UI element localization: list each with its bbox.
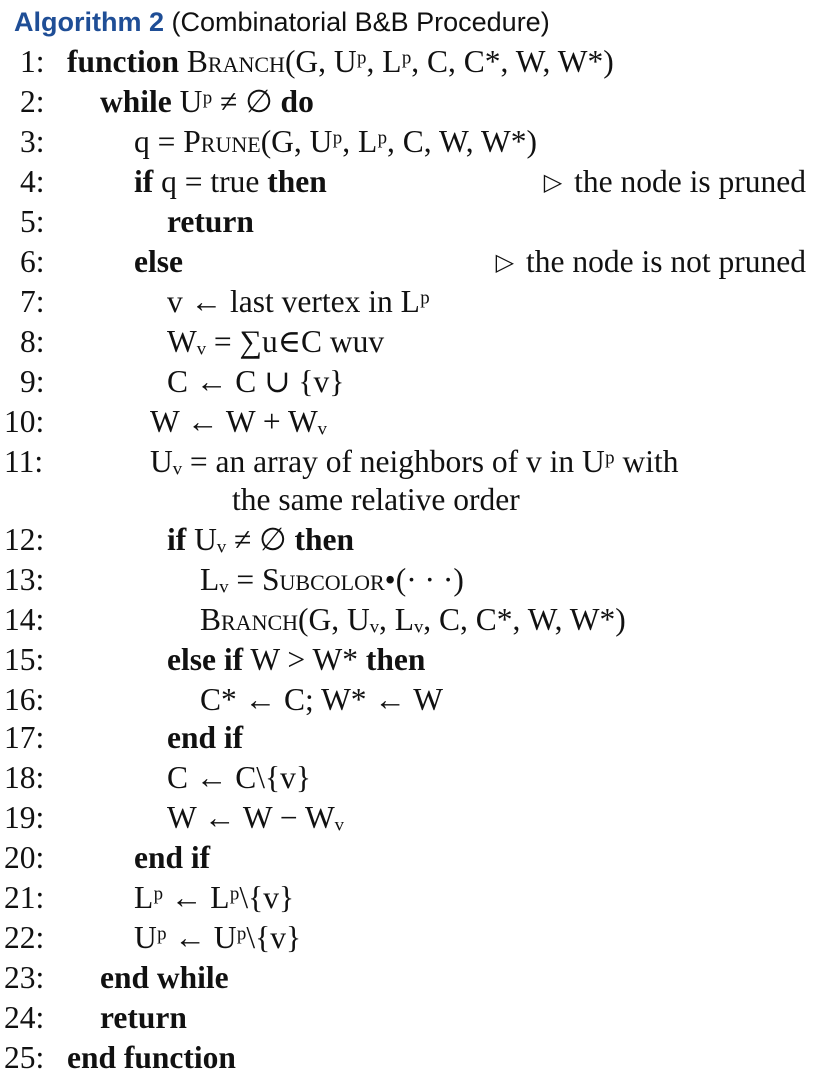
algorithm-line [0,918,828,958]
line-code: Uᵖ ← Uᵖ\{v} [134,920,302,955]
line-number: 23: [4,960,45,995]
line-number: 2: [20,84,45,119]
algorithm-line [0,878,828,918]
line-code: Wᵥ = ∑u∈C wuv [167,324,385,359]
line-code: if Uᵥ ≠ ∅ then [167,522,355,557]
algorithm-line [0,520,828,560]
algorithm-line [0,42,828,82]
line-code: end function [67,1040,236,1075]
line-code: while Uᵖ ≠ ∅ do [100,84,314,119]
line-comment [544,162,806,203]
algorithm-line [0,162,828,202]
line-code: C* ← C; W* ← W [200,682,443,717]
algorithm-line [0,758,828,798]
line-number: 12: [4,522,45,557]
line-code: if q = true then [134,164,327,199]
algorithm-line [0,640,828,680]
line-code: else if W > W* then [167,642,426,677]
line-number: 18: [4,760,45,795]
line-number: 19: [4,800,45,835]
line-number: 5: [20,204,45,239]
comment-text: the node is not pruned [526,244,806,279]
line-number: 4: [20,164,45,199]
line-code: Lᵥ = Subcolor•(· · ·) [200,562,464,597]
line-code: end if [167,720,244,755]
algorithm-line [0,798,828,838]
line-number: 7: [20,284,45,319]
line-code: Branch(G, Uᵥ, Lᵥ, C, C*, W, W*) [200,602,626,637]
line-number: 20: [4,840,45,875]
algorithm-line [0,242,828,282]
line-number: 3: [20,124,45,159]
algorithm-line [0,1038,828,1078]
comment-triangle-icon: ▷ [543,170,563,196]
line-number: 17: [4,720,45,755]
line-code: return [167,204,254,239]
algorithm-line [0,282,828,322]
line-code: Lᵖ ← Lᵖ\{v} [134,880,295,915]
line-code: C ← C\{v} [167,760,312,795]
algorithm-line [0,122,828,162]
line-comment [496,242,806,283]
line-code: end while [100,960,229,995]
algorithm-line [0,82,828,122]
line-code: W ← W + Wᵥ [150,404,327,439]
line-code: else [134,244,183,279]
algorithm-label: Algorithm 2 [14,7,165,37]
comment-triangle-icon: ▷ [495,250,515,276]
algorithm-line [0,322,828,362]
algorithm-line [0,998,828,1038]
algorithm-line [0,958,828,998]
algorithm-line [0,480,828,520]
line-code: the same relative order [232,482,520,517]
line-number: 16: [4,682,45,717]
algorithm-line [0,838,828,878]
line-number: 1: [20,44,45,79]
algorithm-line [0,442,828,482]
line-number: 9: [20,364,45,399]
line-code: return [100,1000,187,1035]
line-number: 25: [4,1040,45,1075]
line-number: 15: [4,642,45,677]
line-number: 13: [4,562,45,597]
algorithm-caption [14,4,550,40]
line-number: 21: [4,880,45,915]
algorithm-line [0,600,828,640]
algorithm-title: (Combinatorial B&B Procedure) [171,7,550,37]
algorithm-line [0,718,828,758]
algorithm-line [0,202,828,242]
line-number: 22: [4,920,45,955]
line-code: v ← last vertex in Lᵖ [167,284,430,319]
line-number: 11: [4,444,44,479]
line-code: function Branch(G, Uᵖ, Lᵖ, C, C*, W, W*) [67,44,614,79]
line-number: 10: [4,404,45,439]
algorithm-line [0,362,828,402]
line-number: 6: [20,244,45,279]
algorithm-line [0,402,828,442]
line-number: 24: [4,1000,45,1035]
line-code: end if [134,840,211,875]
line-code: Uᵥ = an array of neighbors of v in Uᵖ with [150,444,679,479]
algorithm-line [0,680,828,720]
line-code: C ← C ∪ {v} [167,364,345,399]
line-code: q = Prune(G, Uᵖ, Lᵖ, C, W, W*) [134,124,537,159]
line-number: 14: [4,602,45,637]
algorithm-line [0,560,828,600]
line-code: W ← W − Wᵥ [167,800,344,835]
comment-text: the node is pruned [574,164,806,199]
line-number: 8: [20,324,45,359]
